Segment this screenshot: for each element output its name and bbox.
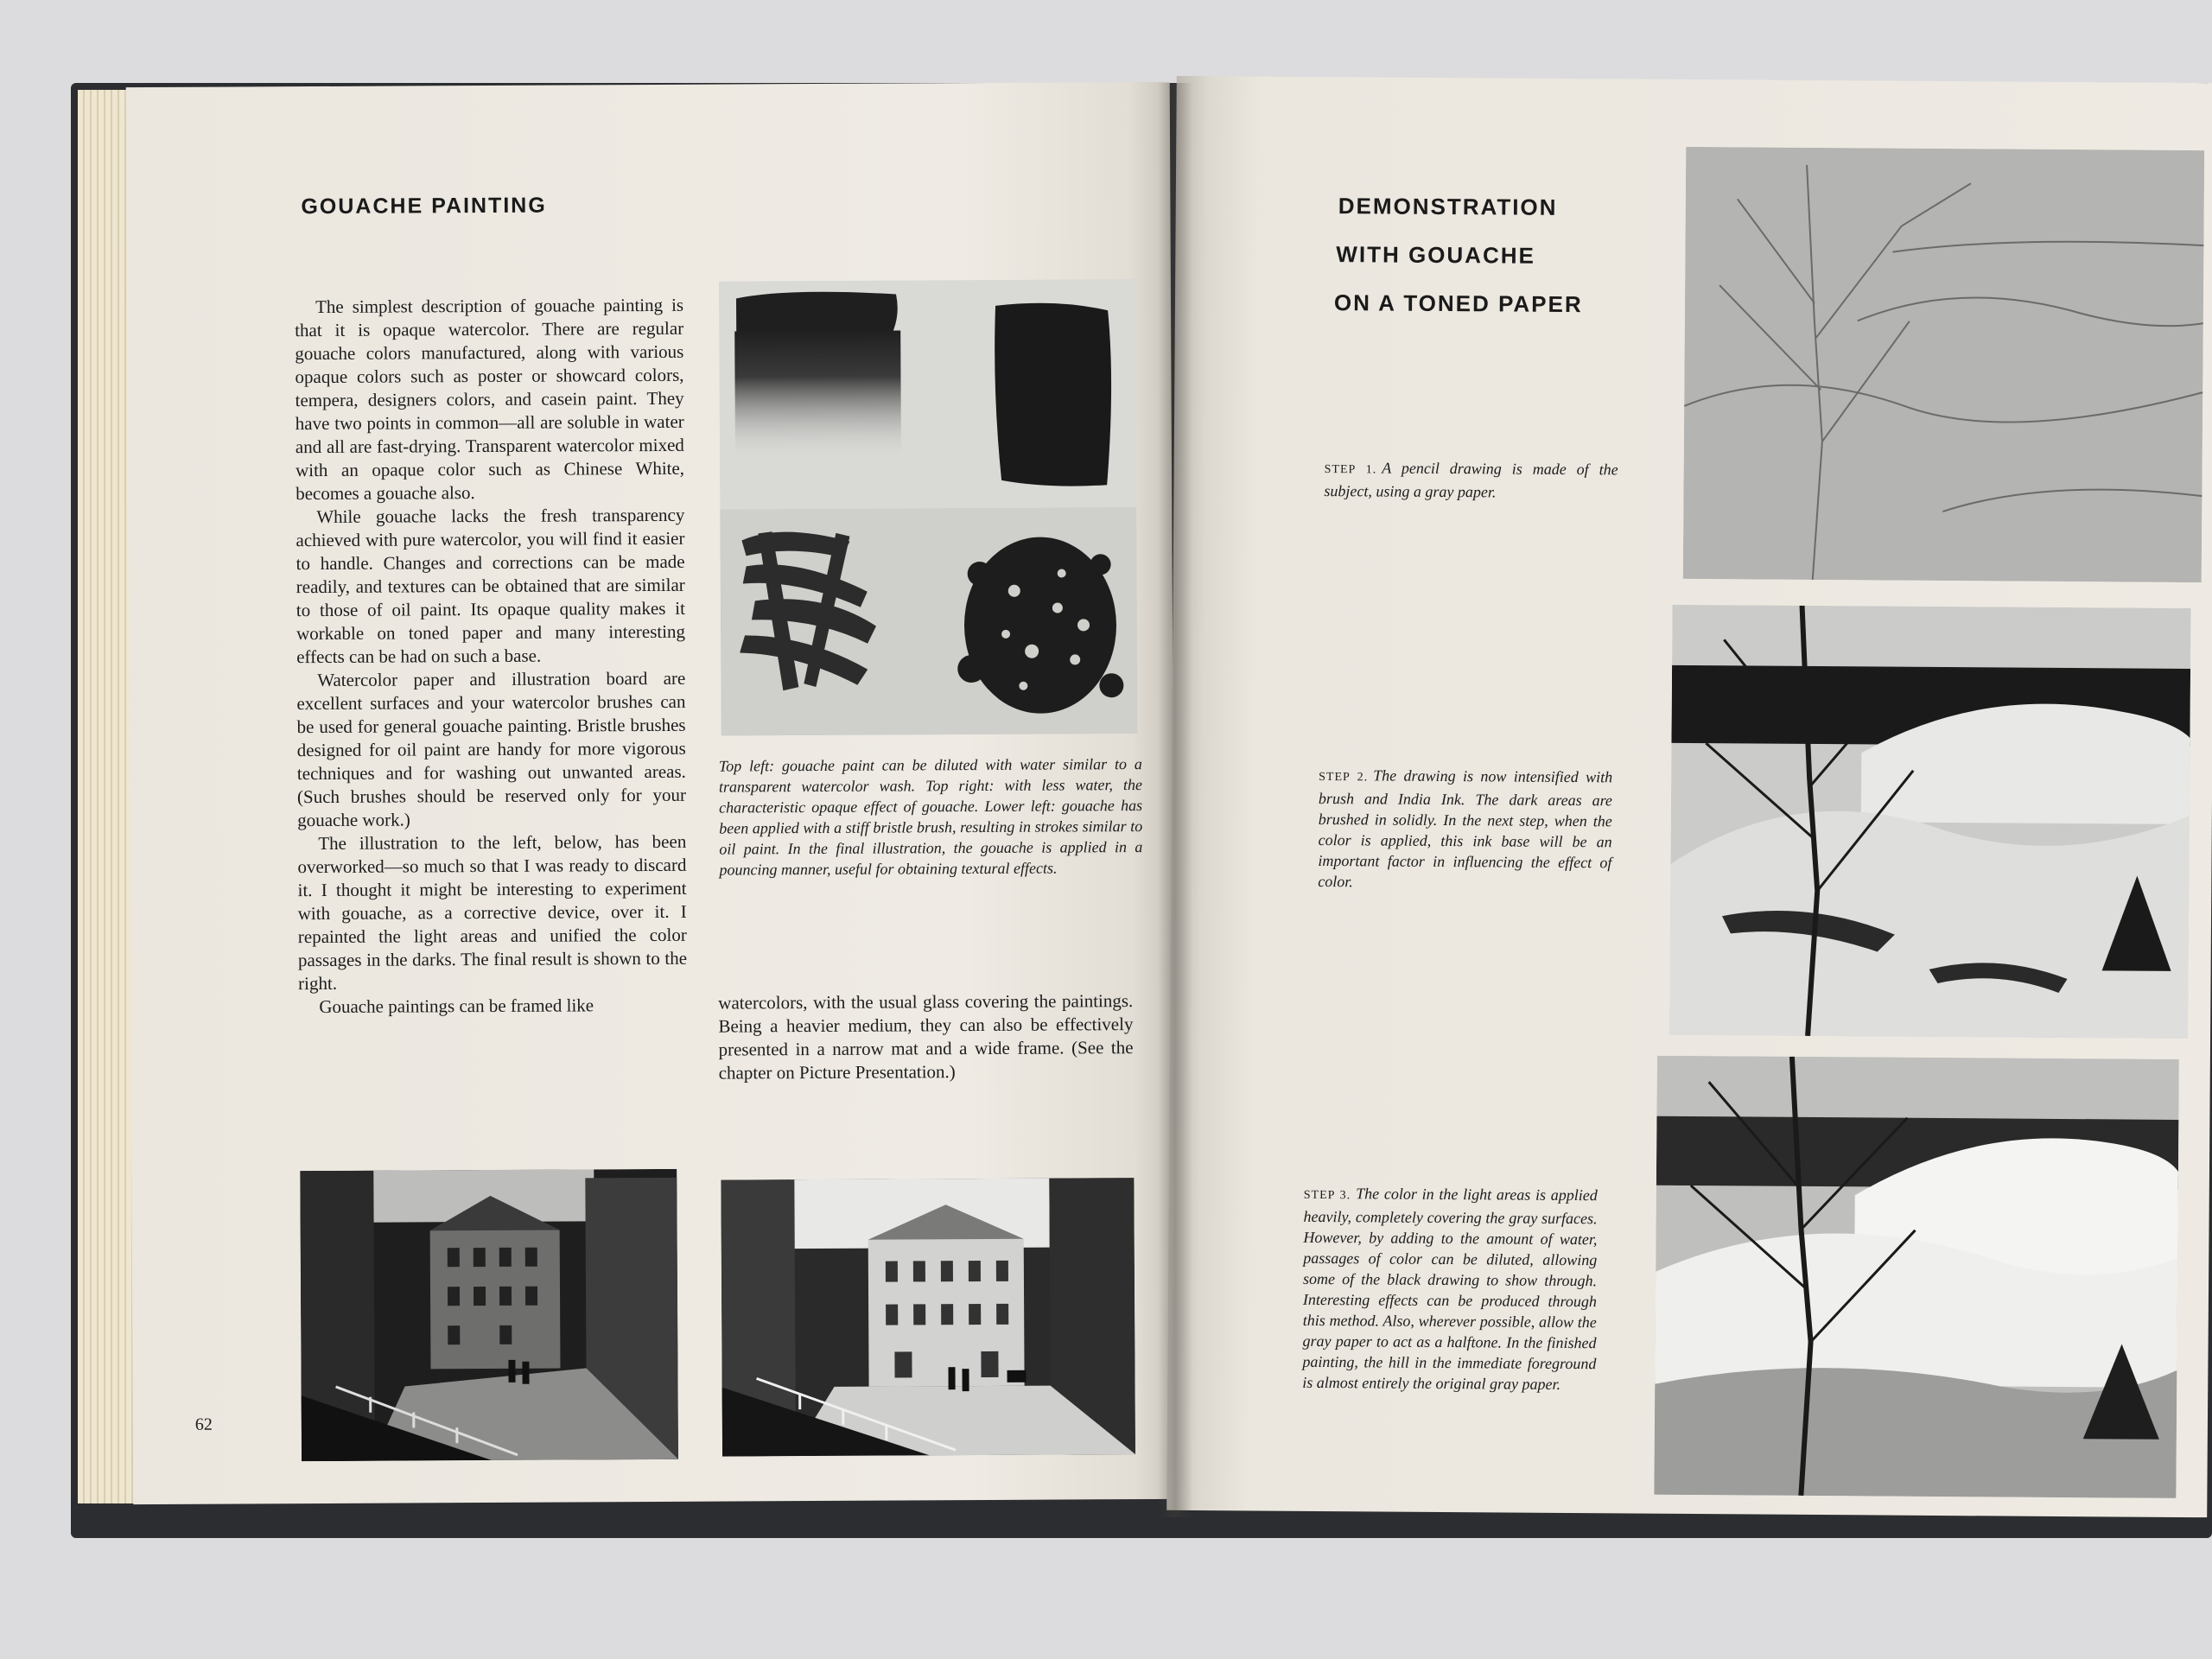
paragraph: Gouache paintings can be framed like [319, 995, 594, 1018]
step-label: STEP 3. [1303, 1188, 1351, 1203]
step-1-caption [1324, 457, 1618, 503]
gouache-painting-heading: GOUACHE PAINTING [301, 193, 547, 219]
continuation-text: watercolors, with the usual glass covering the paintings. Being a heavier medium, they can also be effectively presented in a narrow mat and a wide frame. (See the chapter on Picture Presentation.) [718, 990, 1134, 1084]
swatch-caption: Top left: gouache paint can be diluted with water similar to a transparent watercolor wash. Top right: with less water, the characteristic opaque effect of gouache. Lower left: gouache has been applied with a stiff bristle brush, resulting in strokes similar to oil paint. In the final illustration, the gouache is applied in a pouncing manner, useful for obtaining textural effects. [718, 755, 1143, 879]
step-1-pencil-drawing [1683, 147, 2204, 582]
gouache-swatches-figure [719, 279, 1138, 736]
street-scene-gouache [721, 1178, 1135, 1456]
step-text: A pencil drawing is made of the subject, using a gray paper. [1324, 459, 1618, 501]
right-page [1166, 76, 2212, 1517]
left-body-column [295, 294, 687, 1019]
demonstration-heading [1177, 76, 2212, 318]
heading-line: WITH GOUACHE [1336, 241, 1536, 269]
paragraph: Watercolor paper and illustration board are excellent surfaces and your watercolor brushes can be used for general gouache painting. Bristle brushes designed for oil paint are handy for more vigorous techniques and for washing out unwanted areas. (Such brushes should be reserved only for your gouache work.) [296, 667, 687, 831]
page-number: 62 [194, 1414, 213, 1434]
step-text: The color in the light areas is applied heavily, completely covering the gray surfaces. However, by adding to the amount of water, passages of color can be diluted, allowing some of the black drawing to show through. Interesting effects can be produced through this method. Also, wherever possible, allow the gray paper to act as a halftone. In the finished painting, the hill in the immediate foreground is almost entirely the original gray paper. [1302, 1185, 1598, 1393]
paragraph: While gouache lacks the fresh transparency achieved with pure watercolor, you will find it easier to handle. Changes and corrections can be made readily, and textures can be obtained that are similar to those of oil paint. Its opaque quality makes it workable on toned paper and many interesting effects can be had on such a base. [296, 504, 686, 668]
step-label: STEP 2. [1319, 770, 1369, 785]
step-2-caption [1318, 765, 1612, 893]
step-label: STEP 1. [1324, 463, 1377, 477]
heading-line: DEMONSTRATION [1338, 193, 1558, 220]
step-text: The drawing is now intensified with brush and India Ink. The dark areas are brushed in solidly. In the next step, when the color is applied, this ink base will be an important factor in influencing the effect of color. [1318, 766, 1613, 891]
diluted-wash-fade [734, 330, 901, 461]
street-scene-overworked [300, 1169, 678, 1461]
step-2-ink-drawing [1669, 605, 2190, 1039]
step-3-caption [1302, 1183, 1598, 1395]
paragraph: The simplest description of gouache painting is that it is opaque watercolor. There are regular gouache colors manufactured, along with various opaque colors such as poster or showcard colors, tempera, designers colors, and casein paint. They have two points in common—all are soluble in water and all are fast-drying. Transparent watercolor mixed with an opaque color such as Chinese White, becomes a gouache also. [295, 294, 685, 505]
heading-line: ON A TONED PAPER [1333, 289, 1583, 318]
left-page [126, 82, 1178, 1504]
step-3-finished-gouache [1654, 1056, 2179, 1498]
paragraph: The illustration to the left, below, has been overworked—so much so that I was ready to discard it. I thought it might be interesting to experiment with gouache, as a corrective device, over it. I repainted the light areas and unified the color passages in the darks. The final result is shown to the right. [297, 830, 688, 995]
opaque-swatch [995, 302, 1112, 486]
book-gutter [1158, 83, 1192, 1517]
